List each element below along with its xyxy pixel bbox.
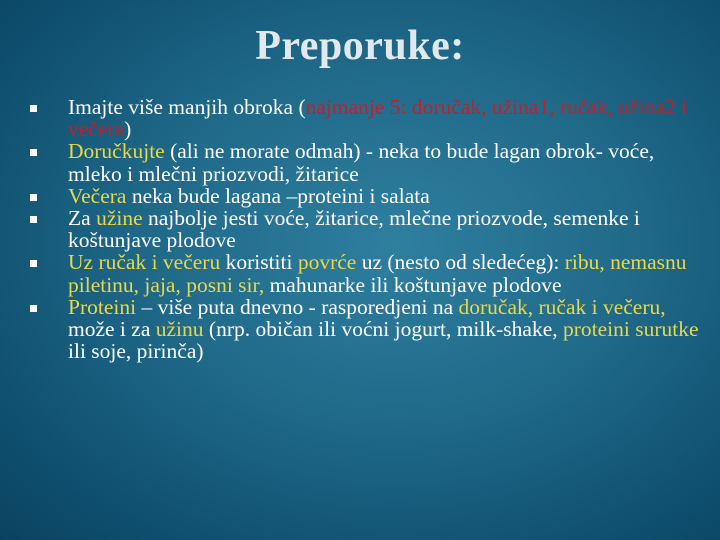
slide-title: Preporuke: <box>255 23 465 69</box>
bullet-text <box>68 139 654 185</box>
text-segment: uz (nesto od sledećeg): <box>356 250 565 275</box>
bullet-item <box>30 140 705 184</box>
highlighted-text: Doručkujte <box>68 139 165 164</box>
highlighted-text: Proteini <box>68 294 137 319</box>
bullet-item <box>30 207 705 251</box>
bullet-text <box>68 295 699 363</box>
text-segment: može i za <box>68 317 156 342</box>
text-segment: mahunarke ili koštunjave plodove <box>264 272 562 297</box>
square-bullet-icon <box>30 194 37 201</box>
square-bullet-icon <box>30 149 37 156</box>
highlighted-text: ribu, nemasnu piletinu, jaja, posni sir, <box>68 250 687 297</box>
text-segment: neka bude lagana –proteini i salata <box>126 183 430 208</box>
highlighted-text: doručak, ručak i večeru, <box>458 294 666 319</box>
text-segment: Imajte više manjih obroka ( <box>68 95 306 119</box>
text-segment: (ali ne morate odmah) - neka to bude lagan obrok- voće, mleko i mlečni priozvodi, žitarice <box>68 139 655 186</box>
highlighted-text: povrće <box>297 250 357 275</box>
square-bullet-icon <box>30 105 37 112</box>
bullet-text <box>68 250 687 296</box>
highlighted-text: najmanje 5: doručak, užina1, ručak, užina2 i večera <box>68 95 688 142</box>
text-segment: ili soje, pirinča) <box>68 339 204 364</box>
bullet-text <box>68 95 687 141</box>
text-segment: (nrp. običan ili voćni jogurt, milk-shake, <box>203 317 563 342</box>
bullet-item <box>30 251 705 295</box>
text-segment: Za <box>68 206 97 231</box>
square-bullet-icon <box>30 216 37 223</box>
highlighted-text: užinu <box>155 317 204 342</box>
bullet-text <box>68 206 640 252</box>
bullet-list <box>30 96 705 362</box>
text-segment: – više puta dnevno - rasporedjeni na <box>136 294 459 319</box>
bullet-item <box>30 185 705 207</box>
bullet-item <box>30 96 705 140</box>
text-segment: ) <box>124 117 132 142</box>
highlighted-text: proteini surutke <box>562 317 699 342</box>
bullet-text <box>68 184 430 208</box>
highlighted-text: Večera <box>68 183 127 208</box>
text-segment: koristiti <box>220 250 298 275</box>
text-segment: najbolje jesti voće, žitarice, mlečne priozvode, semenke i koštunjave plodove <box>68 206 640 253</box>
highlighted-text: užine <box>96 206 143 231</box>
square-bullet-icon <box>30 305 37 312</box>
bullet-item <box>30 296 705 363</box>
square-bullet-icon <box>30 260 37 267</box>
highlighted-text: Uz ručak i večeru <box>68 250 221 275</box>
